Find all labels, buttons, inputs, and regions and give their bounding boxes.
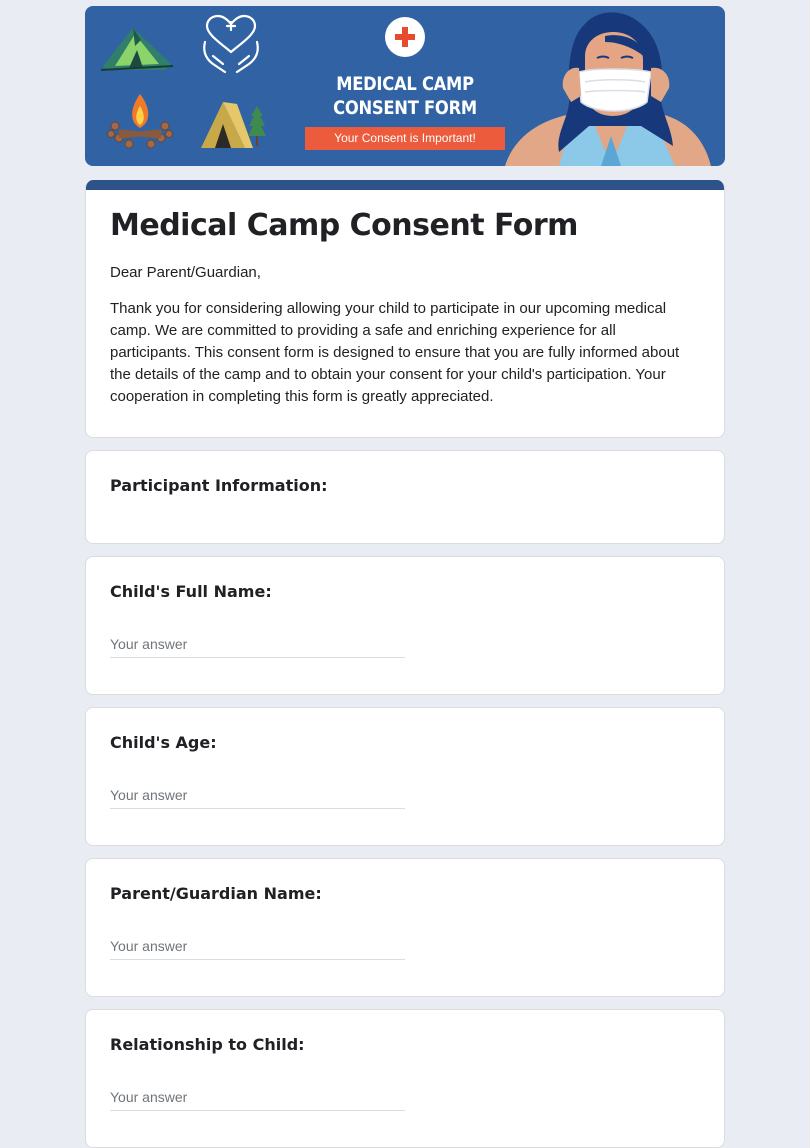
form-container: [85, 0, 725, 1148]
question-card: [85, 1009, 725, 1148]
form-title-card: [85, 180, 725, 438]
form-description: Thank you for considering allowing your child to participate in our upcoming medical camp. We are committed to providing a safe and enriching experience for all participants. This consent form is designed to ensure that you are fully informed about the details of the camp and to obtain your consent for your child's participation. Your cooperation in completing this form is greatly appreciated.: [110, 300, 680, 405]
banner-subtitle: Your Consent is Important!: [305, 127, 505, 150]
question-label: Child's Full Name:: [110, 582, 272, 601]
banner-title: [319, 72, 491, 120]
header-banner: [85, 6, 725, 166]
banner-title-line2: CONSENT FORM: [333, 97, 477, 119]
child-full-name-input[interactable]: [110, 636, 405, 658]
child-age-input[interactable]: [110, 787, 405, 809]
red-cross-icon: [385, 17, 425, 57]
section-title: Participant Information:: [110, 476, 328, 495]
section-card: [85, 450, 725, 544]
question-card: [85, 707, 725, 846]
camp-tent-trees-icon: [201, 102, 266, 148]
banner-title-line1: MEDICAL CAMP: [336, 73, 474, 95]
relationship-to-child-input[interactable]: [110, 1089, 405, 1111]
form-greeting: Dear Parent/Guardian,: [110, 264, 261, 281]
masked-woman-illustration: [505, 12, 711, 166]
parent-guardian-name-input[interactable]: [110, 938, 405, 960]
heart-hands-icon: [204, 16, 257, 72]
tent-icon: [101, 28, 173, 70]
question-label: Parent/Guardian Name:: [110, 884, 322, 903]
question-card: [85, 858, 725, 997]
campfire-icon: [108, 94, 173, 148]
title-accent-bar: [86, 180, 724, 190]
question-card: [85, 556, 725, 695]
question-label: Relationship to Child:: [110, 1035, 305, 1054]
question-label: Child's Age:: [110, 733, 217, 752]
form-title: Medical Camp Consent Form: [110, 208, 578, 243]
